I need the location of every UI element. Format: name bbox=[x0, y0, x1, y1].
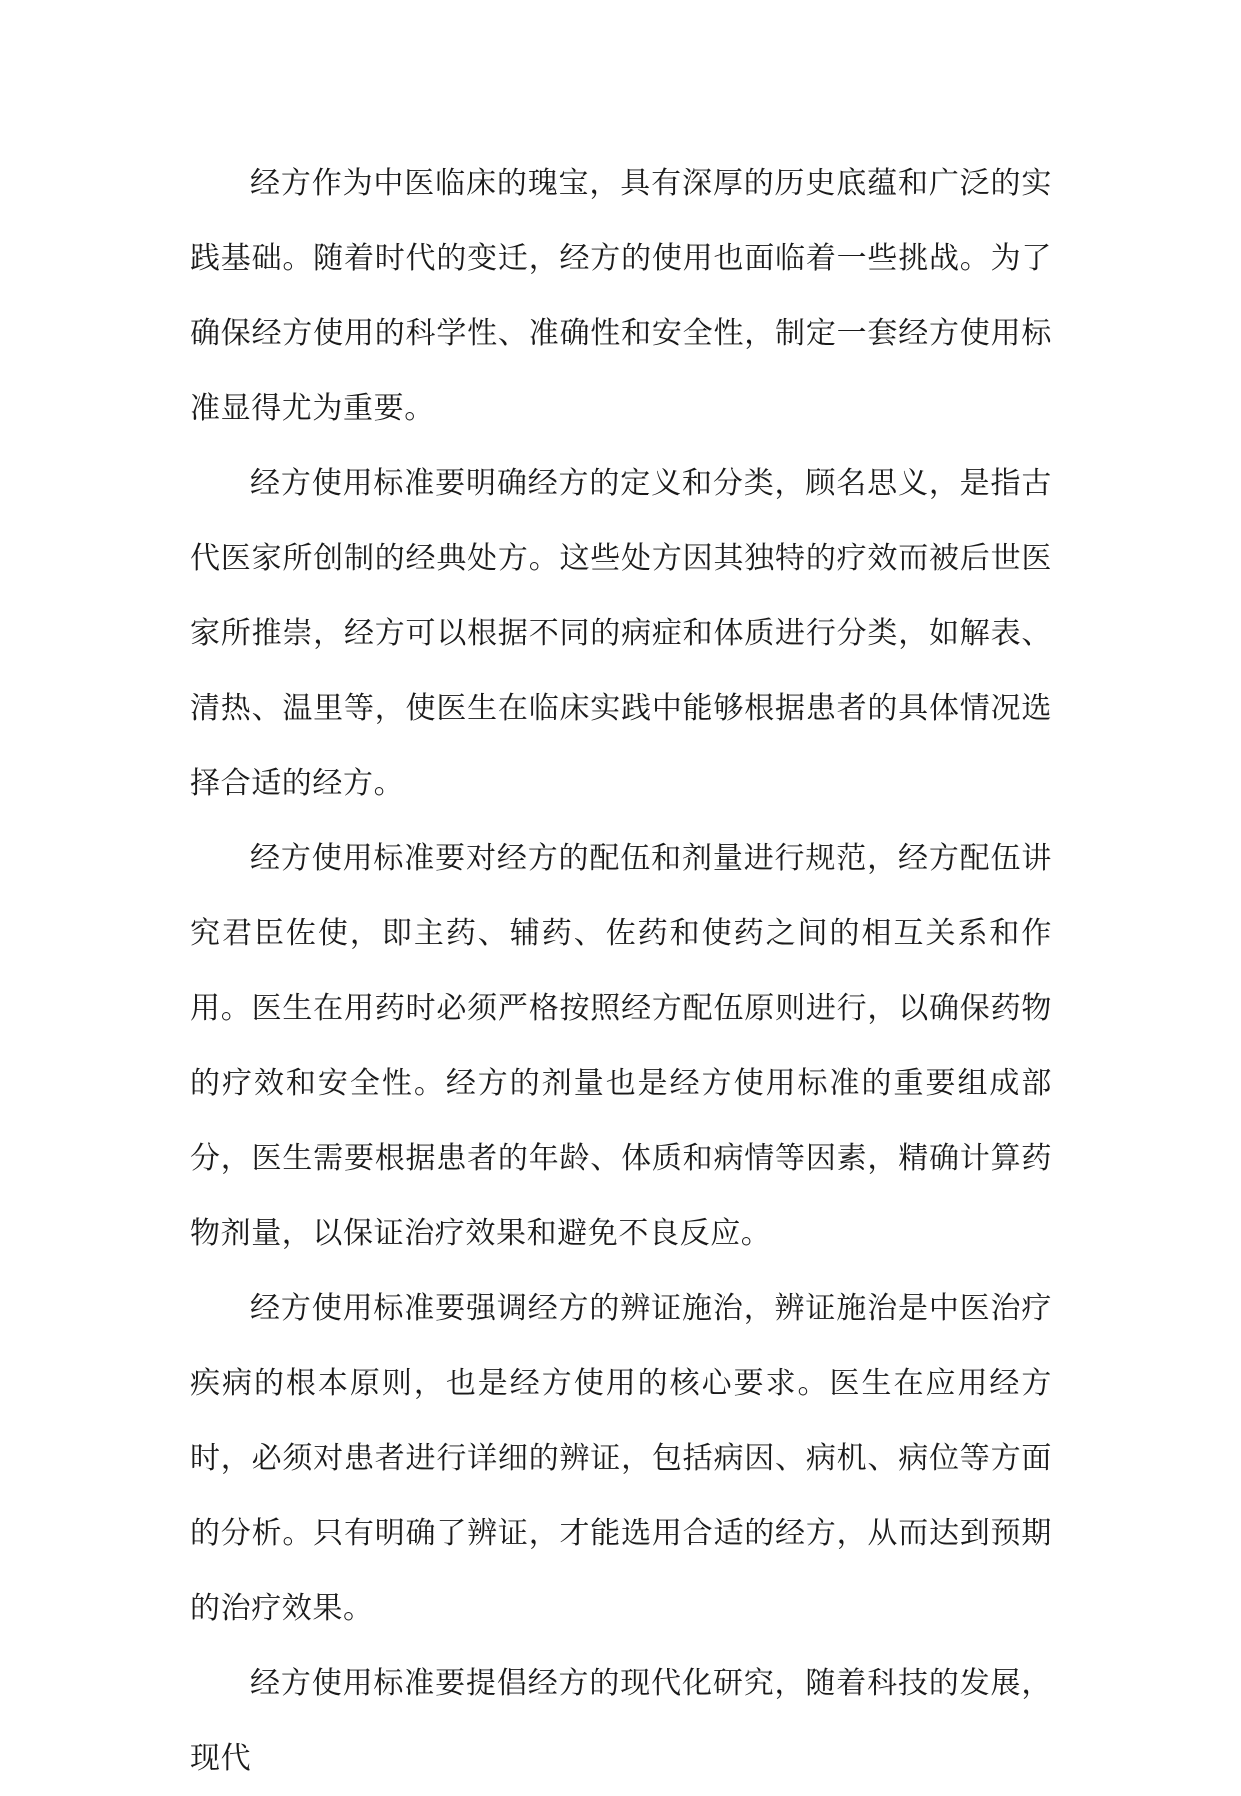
paragraph-3: 经方使用标准要对经方的配伍和剂量进行规范，经方配伍讲究君臣佐使，即主药、辅药、佐药和使药之间的相互关系和作用。医生在用药时必须严格按照经方配伍原则进行，以确保药物的疗效和安全性。经方的剂量也是经方使用标准的重要组成部分，医生需要根据患者的年龄、体质和病情等因素，精确计算药物剂量，以保证治疗效果和避免不良反应。 bbox=[190, 841, 1052, 1251]
paragraph-4: 经方使用标准要强调经方的辨证施治，辨证施治是中医治疗疾病的根本原则，也是经方使用的核心要求。医生在应用经方时，必须对患者进行详细的辨证，包括病因、病机、病位等方面的分析。只有明确了辨证，才能选用合适的经方，从而达到预期的治疗效果。 bbox=[190, 1291, 1052, 1626]
paragraph-2: 经方使用标准要明确经方的定义和分类，顾名思义，是指古代医家所创制的经典处方。这些处方因其独特的疗效而被后世医家所推崇，经方可以根据不同的病症和体质进行分类，如解表、清热、温里等，使医生在临床实践中能够根据患者的具体情况选择合适的经方。 bbox=[190, 466, 1052, 801]
document-body bbox=[190, 146, 1052, 1796]
paragraph-5: 经方使用标准要提倡经方的现代化研究，随着科技的发展，现代 bbox=[190, 1666, 1052, 1776]
paragraph-1: 经方作为中医临床的瑰宝，具有深厚的历史底蕴和广泛的实践基础。随着时代的变迁，经方的使用也面临着一些挑战。为了确保经方使用的科学性、准确性和安全性，制定一套经方使用标准显得尤为重要。 bbox=[190, 166, 1052, 426]
